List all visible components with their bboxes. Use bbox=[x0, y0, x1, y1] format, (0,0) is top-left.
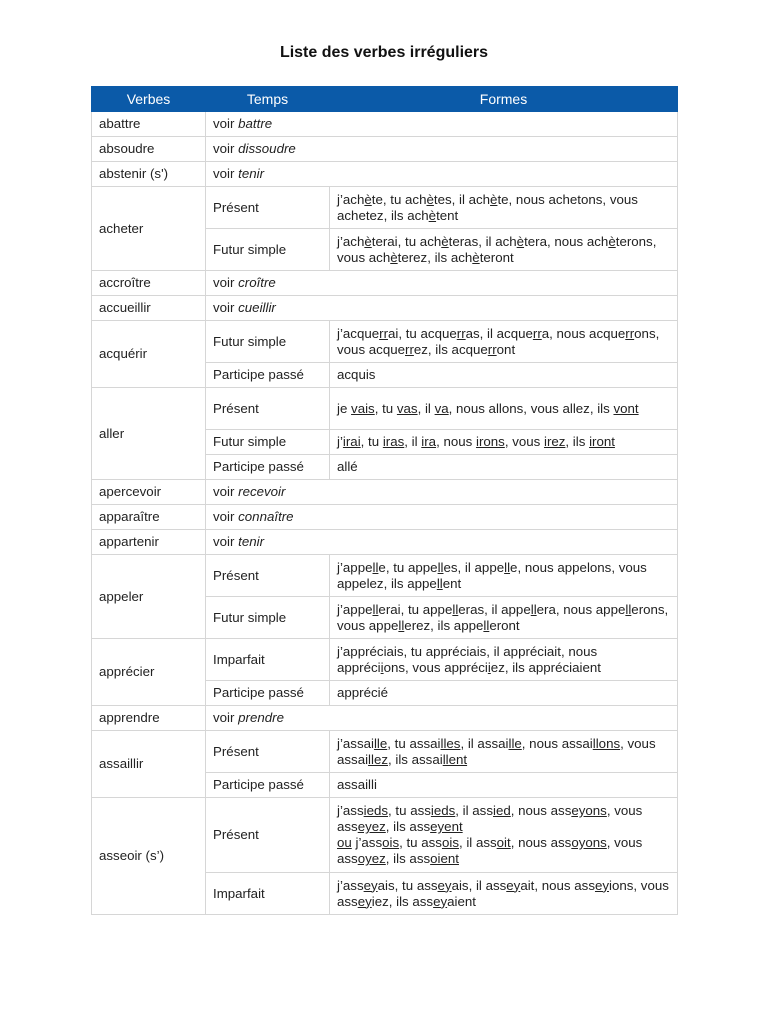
verb-cell: absoudre bbox=[92, 137, 206, 162]
form-text: , nous ass bbox=[510, 835, 572, 850]
form-text: j’ach bbox=[337, 233, 365, 249]
table-header-row bbox=[92, 87, 678, 112]
irregular-stem: rr bbox=[487, 341, 497, 357]
irregular-stem: ieds bbox=[430, 803, 456, 818]
header-temps: Temps bbox=[206, 87, 330, 112]
irregular-stem: rr bbox=[379, 325, 388, 341]
irregular-stem: rr bbox=[405, 341, 414, 357]
verb-cell: asseoir (s’) bbox=[92, 798, 206, 915]
header-formes: Formes bbox=[330, 87, 678, 112]
irregular-stem: ey bbox=[437, 877, 452, 893]
forms-cell bbox=[330, 639, 678, 681]
irregular-stem: ll bbox=[504, 559, 511, 575]
irregular-stem: è bbox=[490, 191, 498, 207]
forms-cell bbox=[330, 187, 678, 229]
form-text: ons, vous appréci bbox=[383, 659, 488, 675]
form-text: acquis bbox=[337, 367, 376, 382]
form-text: ais, il ass bbox=[451, 877, 507, 893]
irregular-stem: i bbox=[380, 659, 384, 675]
irregular-stem: llent bbox=[442, 751, 468, 767]
verb-cell: accroître bbox=[92, 271, 206, 296]
form-text: j’appe bbox=[337, 601, 373, 617]
form-text: teront bbox=[479, 249, 514, 265]
irregular-stem: irons bbox=[475, 434, 505, 449]
irregular-stem: ou bbox=[337, 835, 352, 850]
see-label: voir bbox=[213, 166, 235, 181]
forms-cell bbox=[330, 388, 678, 430]
irregular-stem: llons bbox=[592, 735, 621, 751]
irregular-stem: lle bbox=[373, 735, 388, 751]
irregular-stem: è bbox=[472, 249, 480, 265]
irregular-stem: è bbox=[364, 191, 372, 207]
table-row bbox=[92, 162, 678, 187]
irregular-stem: eyez bbox=[357, 819, 386, 834]
table-row bbox=[92, 480, 678, 505]
irregular-stem: rr bbox=[532, 325, 542, 341]
table-row bbox=[92, 296, 678, 321]
irregular-stem: va bbox=[434, 400, 449, 416]
form-text: ez, ils appréciaient bbox=[490, 659, 601, 675]
reference-verb: croître bbox=[238, 275, 276, 290]
tense-cell: Futur simple bbox=[206, 229, 330, 271]
irregular-stem: è bbox=[516, 233, 525, 249]
tense-cell: Présent bbox=[206, 555, 330, 597]
table-row bbox=[92, 137, 678, 162]
reference-cell bbox=[206, 112, 678, 137]
tense-cell: Présent bbox=[206, 187, 330, 229]
verb-cell: apprendre bbox=[92, 706, 206, 731]
forms-cell bbox=[330, 430, 678, 455]
reference-verb: cueillir bbox=[238, 300, 276, 315]
irregular-stem: iront bbox=[589, 434, 615, 449]
form-text: j’ass bbox=[337, 803, 364, 818]
form-text: ont bbox=[496, 341, 516, 357]
irregular-stem: i bbox=[487, 659, 491, 675]
irregular-stem: ll bbox=[452, 601, 459, 617]
tense-cell: Futur simple bbox=[206, 430, 330, 455]
reference-cell bbox=[206, 480, 678, 505]
see-label: voir bbox=[213, 484, 235, 499]
irregular-stem: ey bbox=[594, 877, 610, 893]
form-text: , ils ass bbox=[385, 819, 431, 834]
irregular-stem: vont bbox=[613, 400, 639, 416]
irregular-stem: vais bbox=[351, 400, 375, 416]
irregular-stem: ll bbox=[437, 559, 444, 575]
tense-cell: Participe passé bbox=[206, 363, 330, 388]
table-row bbox=[92, 505, 678, 530]
irregular-stem: irez bbox=[543, 434, 566, 449]
reference-cell bbox=[206, 530, 678, 555]
irregular-stem: è bbox=[441, 233, 449, 249]
tense-cell: Futur simple bbox=[206, 597, 330, 639]
forms-cell bbox=[330, 555, 678, 597]
irregular-stem: ll bbox=[483, 617, 490, 633]
tense-cell: Participe passé bbox=[206, 681, 330, 706]
form-text: , tu assai bbox=[387, 735, 441, 751]
form-text: e, nous appelons, vous appelez, ils appe bbox=[337, 559, 647, 591]
tense-cell: Participe passé bbox=[206, 455, 330, 480]
reference-cell bbox=[206, 137, 678, 162]
irregular-stem: è bbox=[390, 249, 398, 265]
verb-cell: apparaître bbox=[92, 505, 206, 530]
form-text: terons, vous ach bbox=[337, 233, 657, 265]
irregular-stem: ll bbox=[372, 601, 379, 617]
forms-cell bbox=[330, 363, 678, 388]
forms-cell bbox=[330, 455, 678, 480]
reference-verb: prendre bbox=[238, 710, 284, 725]
form-text: , il assai bbox=[460, 735, 509, 751]
irregular-stem: è bbox=[364, 233, 372, 249]
irregular-stem: ois bbox=[441, 835, 459, 850]
form-text: , tu ass bbox=[399, 835, 442, 850]
see-label: voir bbox=[213, 141, 235, 156]
table-row bbox=[92, 187, 678, 229]
form-text: allé bbox=[337, 459, 358, 474]
forms-cell bbox=[330, 731, 678, 773]
irregular-stem: ey bbox=[506, 877, 521, 893]
reference-verb: tenir bbox=[238, 166, 265, 181]
form-text: ai, tu acque bbox=[388, 325, 457, 341]
form-text: , tu ass bbox=[388, 803, 431, 818]
irregular-stem: llez bbox=[368, 751, 388, 767]
form-text: tes, il ach bbox=[433, 191, 491, 207]
form-text: , nous bbox=[436, 434, 476, 449]
irregular-stem: eyent bbox=[430, 819, 463, 834]
irregular-stem: ira bbox=[421, 434, 437, 449]
form-text: tera, nous ach bbox=[524, 233, 609, 249]
irregular-stem: è bbox=[426, 191, 434, 207]
irregular-stem: ois bbox=[382, 835, 400, 850]
form-text: , vous ass bbox=[337, 835, 643, 866]
reference-verb: battre bbox=[238, 116, 273, 131]
form-text: , il ass bbox=[455, 803, 493, 818]
form-text: aient bbox=[447, 893, 476, 909]
form-text: , il bbox=[417, 400, 435, 416]
irregular-stem: ll bbox=[436, 575, 443, 591]
form-text: , vous assai bbox=[337, 735, 656, 767]
form-text: , vous bbox=[504, 434, 544, 449]
irregular-stem: oyons bbox=[571, 835, 607, 850]
verb-cell: acquérir bbox=[92, 321, 206, 388]
irregular-stem: ey bbox=[363, 877, 378, 893]
see-label: voir bbox=[213, 534, 235, 549]
form-text: , tu bbox=[374, 400, 397, 416]
forms-cell bbox=[330, 681, 678, 706]
form-text: j’assai bbox=[337, 735, 374, 751]
verb-cell: apprécier bbox=[92, 639, 206, 706]
table-row bbox=[92, 706, 678, 731]
irregular-stem: iras bbox=[382, 434, 405, 449]
irregular-stem: rr bbox=[456, 325, 466, 341]
forms-cell bbox=[330, 873, 678, 915]
irregular-stem: oit bbox=[496, 835, 511, 850]
irregular-stem: ey bbox=[357, 893, 372, 909]
tense-cell: Imparfait bbox=[206, 639, 330, 681]
forms-cell bbox=[330, 229, 678, 271]
tense-cell: Imparfait bbox=[206, 873, 330, 915]
irregular-stem: è bbox=[428, 207, 437, 223]
form-text: apprécié bbox=[337, 685, 389, 700]
form-text: ez, ils acque bbox=[413, 341, 488, 357]
verb-cell: appartenir bbox=[92, 530, 206, 555]
form-text: je bbox=[337, 400, 352, 416]
reference-verb: tenir bbox=[238, 534, 265, 549]
forms-cell bbox=[330, 321, 678, 363]
verb-cell: appeler bbox=[92, 555, 206, 639]
tense-cell: Futur simple bbox=[206, 321, 330, 363]
irregular-stem: è bbox=[608, 233, 616, 249]
irregular-stem: oyez bbox=[357, 851, 386, 866]
form-text: as, il acque bbox=[465, 325, 533, 341]
table-row bbox=[92, 639, 678, 681]
irregular-stem: ll bbox=[530, 601, 537, 617]
form-text: , il bbox=[404, 434, 422, 449]
form-text: assailli bbox=[337, 777, 377, 792]
form-text: ent bbox=[442, 575, 462, 591]
irregular-stem: rr bbox=[625, 325, 635, 341]
reference-cell bbox=[206, 271, 678, 296]
tense-cell: Présent bbox=[206, 798, 330, 873]
verb-cell: assaillir bbox=[92, 731, 206, 798]
irregular-stem: oient bbox=[430, 851, 459, 866]
see-label: voir bbox=[213, 116, 235, 131]
see-label: voir bbox=[213, 710, 235, 725]
reference-cell bbox=[206, 162, 678, 187]
form-text: e, tu appe bbox=[378, 559, 438, 575]
form-text: ais, tu ass bbox=[377, 877, 438, 893]
form-text: , vous ass bbox=[337, 803, 643, 834]
form-text: erons, vous appe bbox=[337, 601, 669, 633]
verb-cell: abstenir (s') bbox=[92, 162, 206, 187]
table-row bbox=[92, 112, 678, 137]
form-text: terai, tu ach bbox=[371, 233, 442, 249]
form-text: j’ach bbox=[337, 191, 365, 207]
form-text: es, il appe bbox=[443, 559, 505, 575]
form-text: erai, tu appe bbox=[378, 601, 453, 617]
form-text: j’ass bbox=[337, 877, 364, 893]
verb-cell: accueillir bbox=[92, 296, 206, 321]
form-text: eras, il appe bbox=[458, 601, 531, 617]
table-row bbox=[92, 731, 678, 773]
forms-cell bbox=[330, 597, 678, 639]
table-row bbox=[92, 388, 678, 430]
form-text: j’ass bbox=[351, 835, 383, 850]
form-text: tent bbox=[436, 207, 459, 223]
form-text: ait, nous ass bbox=[520, 877, 595, 893]
irregular-stem: ied bbox=[492, 803, 511, 818]
tense-cell: Présent bbox=[206, 388, 330, 430]
table-row bbox=[92, 271, 678, 296]
reference-cell bbox=[206, 706, 678, 731]
form-text: , nous ass bbox=[510, 803, 572, 818]
reference-verb: connaître bbox=[238, 509, 294, 524]
irregular-stem: ieds bbox=[363, 803, 389, 818]
page-title: Liste des verbes irréguliers bbox=[279, 44, 489, 61]
reference-verb: dissoudre bbox=[238, 141, 296, 156]
table-row bbox=[92, 321, 678, 363]
irregular-stem: ll bbox=[398, 617, 405, 633]
verb-cell: acheter bbox=[92, 187, 206, 271]
form-text: a, nous acque bbox=[541, 325, 626, 341]
tense-cell: Participe passé bbox=[206, 773, 330, 798]
form-text: eront bbox=[489, 617, 520, 633]
form-text: , ils bbox=[565, 434, 590, 449]
irregular-stem: lles bbox=[440, 735, 461, 751]
irregular-stem: eyons bbox=[571, 803, 607, 818]
see-label: voir bbox=[213, 275, 235, 290]
form-text: j’appréciais, tu appréciais, il appréciait, nous appréci bbox=[337, 643, 598, 675]
form-text: j’appe bbox=[337, 559, 373, 575]
form-text: ions, vous ass bbox=[337, 877, 669, 909]
form-text: j’ bbox=[337, 434, 343, 449]
reference-cell bbox=[206, 505, 678, 530]
verb-cell: abattre bbox=[92, 112, 206, 137]
forms-cell bbox=[330, 798, 678, 873]
see-label: voir bbox=[213, 300, 235, 315]
form-text: , ils assai bbox=[388, 751, 443, 767]
irregular-stem: ll bbox=[625, 601, 632, 617]
verb-cell: apercevoir bbox=[92, 480, 206, 505]
see-label: voir bbox=[213, 509, 235, 524]
form-text: iez, ils ass bbox=[371, 893, 434, 909]
form-text: era, nous appe bbox=[536, 601, 626, 617]
form-text: teras, il ach bbox=[448, 233, 517, 249]
form-text: ons, vous acque bbox=[337, 325, 660, 357]
form-text: , il ass bbox=[458, 835, 497, 850]
form-text: j’acque bbox=[337, 325, 380, 341]
reference-cell bbox=[206, 296, 678, 321]
form-text: , tu bbox=[360, 434, 383, 449]
tense-cell: Présent bbox=[206, 731, 330, 773]
form-text: , nous assai bbox=[521, 735, 593, 751]
table-row bbox=[92, 555, 678, 597]
header-verbes: Verbes bbox=[92, 87, 206, 112]
forms-cell bbox=[330, 773, 678, 798]
form-text: te, tu ach bbox=[371, 191, 427, 207]
form-text: , ils ass bbox=[385, 851, 431, 866]
irregular-stem: irai bbox=[342, 434, 361, 449]
irregular-stem: ey bbox=[433, 893, 448, 909]
irregular-stem: lle bbox=[508, 735, 522, 751]
table-row bbox=[92, 798, 678, 873]
irregular-stem: vas bbox=[396, 400, 418, 416]
table-row bbox=[92, 530, 678, 555]
verbs-table bbox=[91, 86, 678, 915]
verb-cell: aller bbox=[92, 388, 206, 480]
irregular-stem: ll bbox=[372, 559, 379, 575]
form-text: te, nous achetons, vous achetez, ils ach bbox=[337, 191, 638, 223]
form-text: erez, ils appe bbox=[404, 617, 484, 633]
form-text: , nous allons, vous allez, ils bbox=[448, 400, 614, 416]
reference-verb: recevoir bbox=[238, 484, 286, 499]
form-text: terez, ils ach bbox=[397, 249, 473, 265]
